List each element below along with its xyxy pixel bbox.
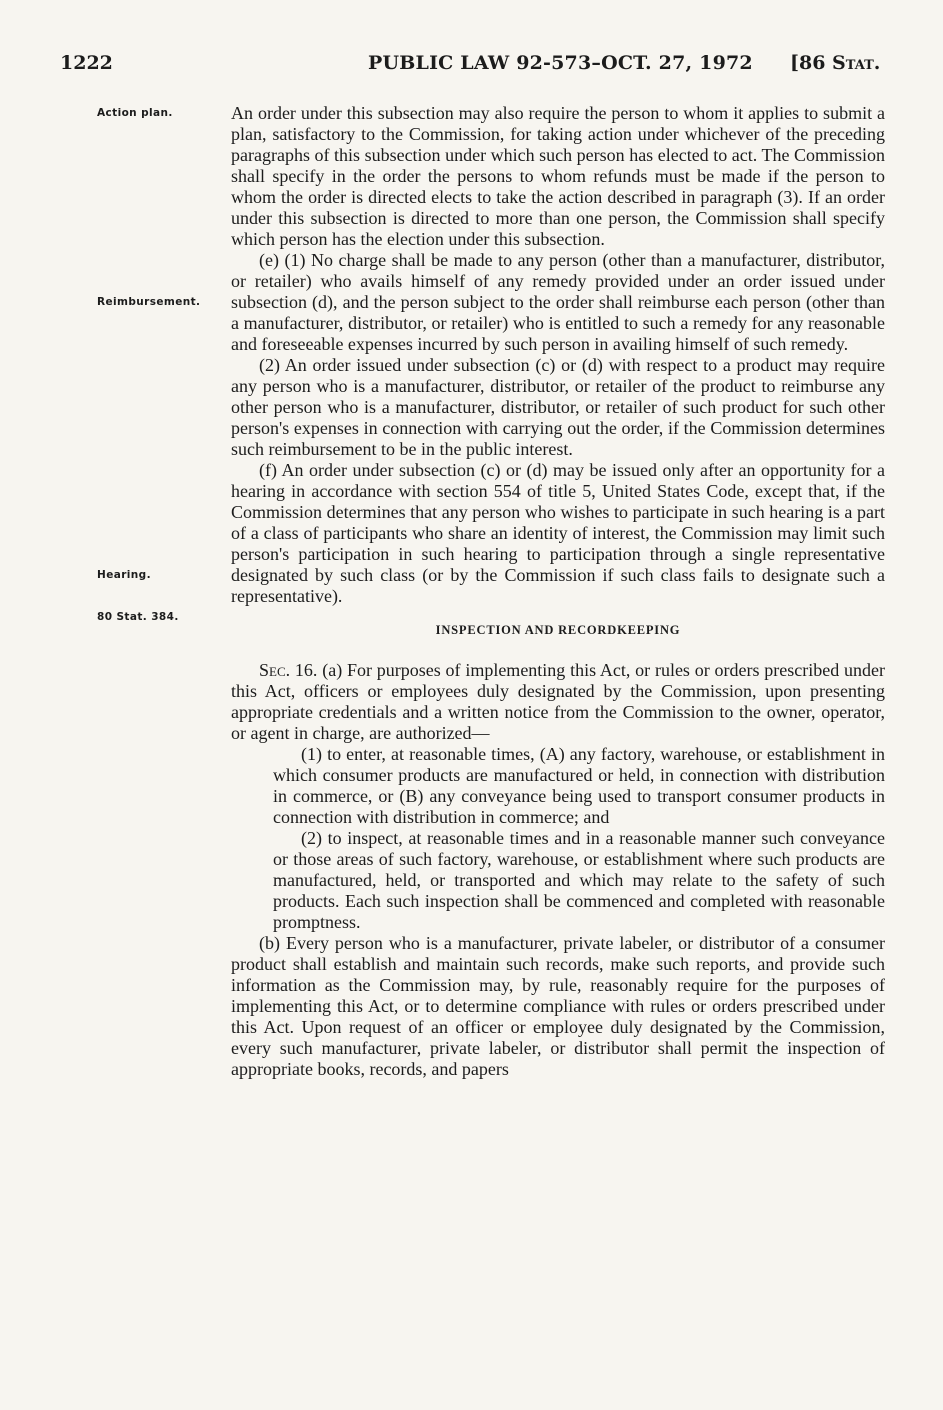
margin-note-action-plan: Action plan. (97, 107, 173, 119)
paragraph-b: (b) Every person who is a manufacturer, private labeler, or distributor of a consumer product shall establish and maintain such records, make such reports, and provide such information as the Commission may, by rule, reasonably require for the purposes of implementing this Act, or to determine compliance with rules or orders prescribed under this Act. Upon request of an officer or employee duly designated by the Commission, every such manufacturer, private labeler, or distributor shall permit the inspection of appropriate books, records, and papers (231, 933, 885, 1079)
margin-note-reimbursement: Reimbursement. (97, 296, 201, 308)
paragraph-sec16-a (231, 660, 885, 744)
paragraph-e1: (e) (1) No charge shall be made to any person (other than a manufacturer, distributor, or retailer) who avails himself of any remedy provided under an order issued under subsection (d), and the person subject to the order shall reimburse each person (other than a manufacturer, distributor, or retailer) who is entitled to such a remedy for any reasonable and foreseeable expenses incurred by such person in availing himself of such remedy. (231, 250, 885, 354)
sec16-a-text: (a) For purposes of implementing this Act, or rules or orders prescribed under this Act, officers or employees duly designated by the Commission, upon presenting appropriate credentials and a written notice from the Commission to the owner, operator, or agent in charge, are authorized— (231, 660, 885, 743)
margin-note-hearing: Hearing. (97, 569, 151, 581)
margin-note-stat-citation: 80 Stat. 384. (97, 611, 179, 623)
page-header (0, 52, 943, 84)
statute-reference: [86 Stat. (790, 52, 881, 74)
section-label: Sec. 16. (259, 660, 318, 680)
running-title: PUBLIC LAW 92-573–OCT. 27, 1972 (368, 52, 753, 74)
paragraph-action-plan: An order under this subsection may also require the person to whom it applies to submit a plan, satisfactory to the Commission, for taking action under whichever of the preceding paragraphs of this subsection under which such person has elected to act. The Commission shall specify in the order the persons to whom refunds must be made if the person to whom the order is directed elects to take the action described in paragraph (3). If an order under this subsection is directed to more than one person, the Commission shall specify which person has the election under this subsection. (231, 103, 885, 249)
paragraph-e2: (2) An order issued under subsection (c) or (d) with respect to a product may require any person who is a manufacturer, distributor, or retailer of the product to reimburse any other person who is a manufacturer, distributor, or retailer of such product for such other person's expenses in connection with carrying out the order, if the Commission determines such reimbursement to be in the public interest. (231, 355, 885, 459)
page-number: 1222 (60, 52, 113, 74)
paragraph-f: (f) An order under subsection (c) or (d) may be issued only after an opportunity for a hearing in accordance with section 554 of title 5, United States Code, except that, if the Commission determines that any person who wishes to participate in such hearing is a part of a class of participants who share an identity of interest, the Commission may limit such person's participation in such hearing to participation through a single representative designated by such class (or by the Commission if such class fails to designate such a representative). (231, 460, 885, 606)
section-heading: INSPECTION AND RECORDKEEPING (435, 623, 681, 637)
paragraph-item-1: (1) to enter, at reasonable times, (A) any factory, warehouse, or establishment in which consumer products are manufactured or held, in connection with distribution in commerce, or (B) any conveyance being used to transport consumer products in connection with distribution in commerce; and (273, 744, 885, 827)
body-text (231, 103, 885, 1080)
paragraph-item-2: (2) to inspect, at reasonable times and in a reasonable manner such conveyance or those areas of such factory, warehouse, or establishment where such products are manufactured, held, or transported and which may relate to the safety of such products. Each such inspection shall be commenced and completed with reasonable promptness. (273, 828, 885, 932)
